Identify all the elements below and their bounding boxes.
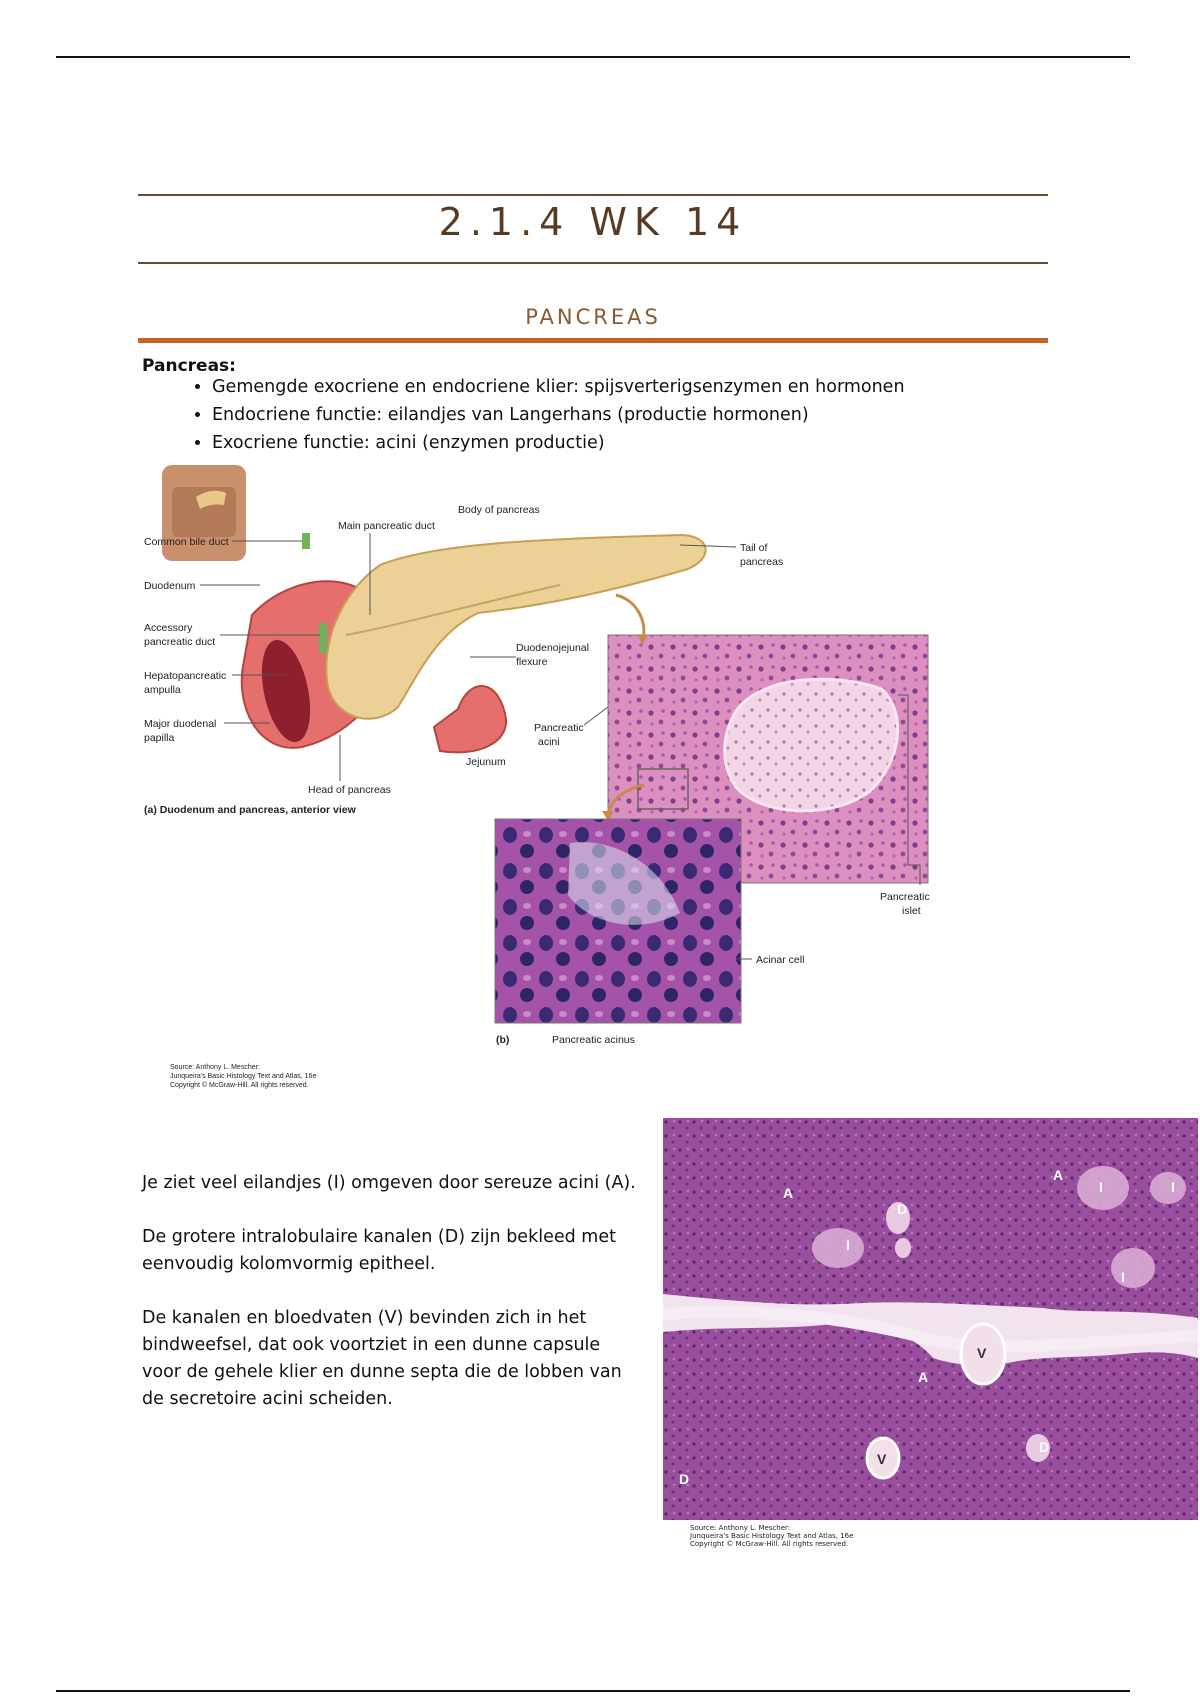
histo-label-d: D bbox=[1039, 1439, 1050, 1455]
label-main-duct: Main pancreatic duct bbox=[338, 520, 435, 532]
label-flexure: Duodenojejunal bbox=[516, 642, 589, 654]
label-head-of-pancreas: Head of pancreas bbox=[308, 784, 391, 796]
figure-credit: Junqueira's Basic Histology Text and Atlas, 16e bbox=[170, 1073, 317, 1080]
histo-label-a: A bbox=[1053, 1167, 1064, 1183]
label-hepatopancreatic: ampulla bbox=[144, 684, 181, 696]
bullet-item: • Exocriene functie: acini (enzymen productie) bbox=[212, 432, 905, 454]
label-tail: Tail of bbox=[740, 542, 768, 554]
histo-label-i: I bbox=[846, 1237, 850, 1253]
label-pancreatic-acini: Pancreatic bbox=[534, 722, 584, 734]
bullet-item: • Endocriene functie: eilandjes van Langerhans (productie hormonen) bbox=[212, 404, 905, 426]
histology-micrograph bbox=[663, 1118, 1198, 1520]
label-accessory-duct: Accessory bbox=[144, 622, 193, 634]
paragraph: De grotere intralobulaire kanalen (D) zijn bekleed met eenvoudig kolomvormig epitheel. bbox=[142, 1227, 616, 1274]
paragraph: De kanalen en bloedvaten (V) bevinden zich in het bindweefsel, dat ook voortziet in een dunne capsule voor de gehele klier en dunne septa die de lobben van de secretoire acini scheiden. bbox=[142, 1308, 622, 1409]
histo-label-a: A bbox=[783, 1185, 794, 1201]
label-acinar-cell: Acinar cell bbox=[756, 954, 805, 966]
label-body-of-pancreas: Body of pancreas bbox=[458, 504, 540, 516]
label-pancreatic-acini: acini bbox=[538, 736, 560, 748]
bullet-item: • Gemengde exocriene en endocriene klier: spijsverterigsenzymen en hormonen bbox=[212, 376, 905, 398]
histo-label-i: I bbox=[1121, 1269, 1125, 1285]
histo-label-i: I bbox=[1099, 1179, 1103, 1195]
histo-label-a: A bbox=[918, 1369, 929, 1385]
label-duodenum: Duodenum bbox=[144, 580, 196, 592]
histo-label-i: I bbox=[1171, 1179, 1175, 1195]
lead-label: Pancreas: bbox=[142, 356, 236, 376]
label-common-bile-duct: Common bile duct bbox=[144, 536, 229, 548]
pancreas-figure bbox=[140, 465, 980, 1105]
caption-a: (a) Duodenum and pancreas, anterior view bbox=[144, 804, 356, 816]
label-pancreatic-islet: Pancreatic bbox=[880, 891, 930, 903]
label-tail: pancreas bbox=[740, 556, 784, 568]
figure-credit: Copyright © McGraw-Hill. All rights reserved. bbox=[170, 1082, 309, 1089]
histo-label-v: V bbox=[977, 1345, 987, 1361]
footer-rule bbox=[56, 1690, 1130, 1692]
label-pancreatic-islet: islet bbox=[902, 905, 921, 917]
section-rule bbox=[138, 338, 1048, 343]
caption-b: (b) bbox=[496, 1034, 510, 1046]
label-major-papilla: papilla bbox=[144, 732, 175, 744]
histo-label-d: D bbox=[679, 1471, 690, 1487]
label-jejunum: Jejunum bbox=[466, 756, 506, 768]
page-title: 2.1.4 WK 14 bbox=[438, 200, 748, 244]
label-accessory-duct: pancreatic duct bbox=[144, 636, 216, 648]
title-rule-top bbox=[138, 194, 1048, 196]
paragraph: Je ziet veel eilandjes (I) omgeven door sereuze acini (A). bbox=[142, 1173, 636, 1193]
histology-credit bbox=[690, 1524, 853, 1548]
credit-line: Junqueira's Basic Histology Text and Atlas, 16e bbox=[690, 1532, 854, 1540]
title-rule-bottom bbox=[138, 262, 1048, 264]
label-pancreatic-acinus: Pancreatic acinus bbox=[552, 1034, 635, 1046]
credit-line: Source: Anthony L. Mescher: bbox=[690, 1524, 791, 1532]
figure-credit: Source: Anthony L. Mescher: bbox=[170, 1064, 260, 1071]
credit-line: Copyright © McGraw-Hill. All rights reserved. bbox=[690, 1540, 849, 1548]
label-hepatopancreatic: Hepatopancreatic bbox=[144, 670, 227, 682]
micrograph-acinus bbox=[495, 785, 741, 1023]
label-flexure: flexure bbox=[516, 656, 548, 668]
histo-label-d: D bbox=[897, 1201, 908, 1217]
histo-label-v: V bbox=[877, 1451, 887, 1467]
section-heading: PANCREAS bbox=[525, 305, 661, 329]
bullet-list bbox=[148, 376, 905, 460]
header-rule bbox=[56, 56, 1130, 58]
label-major-papilla: Major duodenal bbox=[144, 718, 217, 730]
